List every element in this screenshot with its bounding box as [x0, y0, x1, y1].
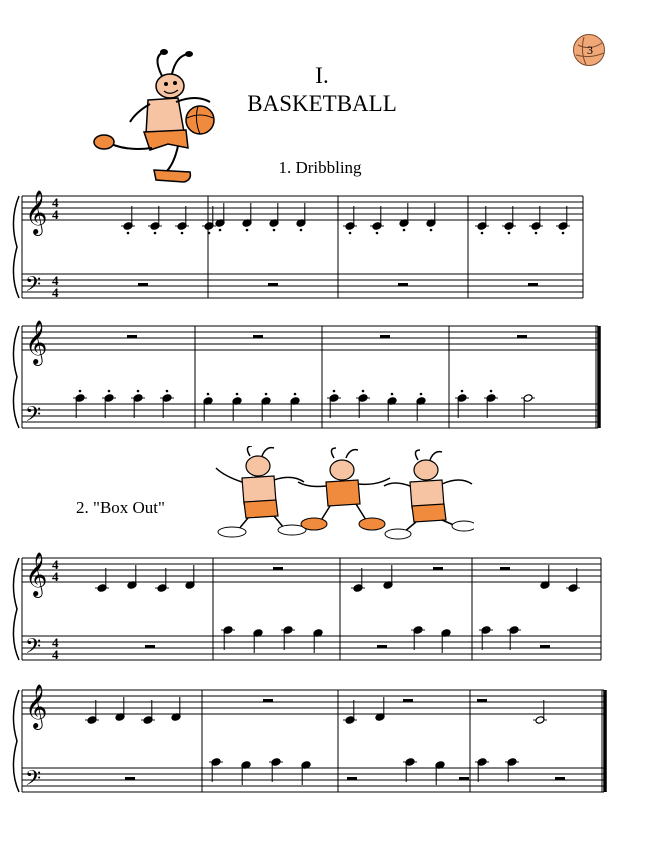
staccato-dot [535, 232, 538, 235]
quarter-note [351, 568, 365, 592]
staccato-dot [246, 229, 249, 232]
quarter-note [281, 626, 295, 650]
quarter-note [387, 393, 397, 421]
staccato-dot [166, 390, 169, 393]
page-number: 3 [587, 43, 593, 57]
quarter-note [416, 393, 426, 421]
time-signature-top: 4 [52, 557, 59, 572]
quarter-note [85, 700, 99, 724]
quarter-note [313, 629, 323, 653]
quarter-note [171, 697, 181, 721]
treble-clef: 𝄞 [25, 320, 48, 364]
staccato-dot [420, 393, 423, 396]
whole-rest [253, 335, 263, 338]
treble-staff [22, 320, 598, 366]
staccato-dot [461, 390, 464, 393]
staccato-dot [137, 390, 140, 393]
quarter-note [403, 758, 417, 782]
whole-rest [398, 283, 408, 286]
piece-title-dribbling: 1. Dribbling [278, 158, 362, 177]
quarter-note [479, 626, 493, 650]
quarter-note [475, 758, 489, 782]
bass-clef: 𝄢 [25, 634, 42, 663]
quarter-note [507, 626, 521, 650]
grand-staff-brace [13, 690, 19, 792]
whole-rest [145, 645, 155, 648]
treble-clef: 𝄞 [25, 190, 48, 234]
staccato-dot [127, 232, 130, 235]
quarter-note [296, 203, 306, 231]
quarter-note [115, 697, 125, 721]
whole-rest [347, 777, 357, 780]
time-signature-bottom: 4 [52, 647, 59, 662]
quarter-note [375, 697, 385, 721]
staccato-dot [333, 390, 336, 393]
quarter-note [435, 761, 445, 785]
whole-rest [377, 645, 387, 648]
quarter-note [269, 203, 279, 231]
quarter-note [540, 565, 550, 589]
bass-staff [22, 402, 598, 431]
quarter-note [566, 568, 580, 592]
treble-staff [22, 190, 583, 236]
grand-staff-brace [13, 196, 19, 298]
section-title: BASKETBALL [247, 91, 397, 116]
quarter-note [242, 203, 252, 231]
whole-rest [433, 567, 443, 570]
quarter-note [232, 393, 242, 421]
staccato-dot [403, 229, 406, 232]
staccato-dot [349, 232, 352, 235]
time-signature-top: 4 [52, 273, 59, 288]
bass-clef: 𝄢 [25, 766, 42, 795]
quarter-note [399, 203, 409, 231]
whole-rest [380, 335, 390, 338]
quarter-note [241, 761, 251, 785]
quarter-note [301, 761, 311, 785]
quarter-note [127, 565, 137, 589]
staccato-dot [181, 232, 184, 235]
staccato-dot [207, 393, 210, 396]
whole-rest [127, 335, 137, 338]
quarter-note [141, 700, 155, 724]
whole-rest [459, 777, 469, 780]
grand-staff-brace [13, 326, 19, 428]
quarter-note [155, 568, 169, 592]
treble-clef: 𝄞 [25, 552, 48, 596]
quarter-note [209, 758, 223, 782]
whole-rest [138, 283, 148, 286]
quarter-note [290, 393, 300, 421]
whole-rest [477, 699, 487, 702]
staccato-dot [300, 229, 303, 232]
whole-rest [540, 645, 550, 648]
treble-staff [22, 552, 601, 598]
whole-rest [268, 283, 278, 286]
half-note [533, 700, 547, 724]
treble-staff [22, 684, 604, 730]
time-signature-top: 4 [52, 195, 59, 210]
time-signature-bottom: 4 [52, 207, 59, 222]
time-signature-top: 4 [52, 635, 59, 650]
quarter-note [269, 758, 283, 782]
whole-rest [403, 699, 413, 702]
staccato-dot [562, 232, 565, 235]
staccato-dot [219, 229, 222, 232]
bass-staff [22, 272, 583, 301]
quarter-note [441, 629, 451, 653]
time-signature-bottom: 4 [52, 285, 59, 300]
quarter-note [383, 565, 393, 589]
staccato-dot [79, 390, 82, 393]
quarter-note [185, 565, 195, 589]
staccato-dot [362, 390, 365, 393]
bass-staff [22, 634, 601, 663]
piece-title-box-out: 2. "Box Out" [76, 498, 165, 517]
section-numeral: I. [315, 63, 329, 88]
grand-staff-brace [13, 558, 19, 660]
whole-rest [555, 777, 565, 780]
staccato-dot [508, 232, 511, 235]
time-signature-bottom: 4 [52, 569, 59, 584]
staccato-dot [376, 232, 379, 235]
quarter-note [261, 393, 271, 421]
bass-clef: 𝄢 [25, 272, 42, 301]
quarter-note [221, 626, 235, 650]
quarter-note [411, 626, 425, 650]
staccato-dot [294, 393, 297, 396]
quarter-note [505, 758, 519, 782]
staccato-dot [108, 390, 111, 393]
quarter-note [253, 629, 263, 653]
bass-clef: 𝄢 [25, 402, 42, 431]
quarter-note [426, 203, 436, 231]
staccato-dot [430, 229, 433, 232]
quarter-note [343, 700, 357, 724]
staccato-dot [265, 393, 268, 396]
staccato-dot [273, 229, 276, 232]
whole-rest [263, 699, 273, 702]
whole-rest [125, 777, 135, 780]
staccato-dot [208, 232, 211, 235]
staccato-dot [391, 393, 394, 396]
staccato-dot [481, 232, 484, 235]
whole-rest [528, 283, 538, 286]
quarter-note [203, 393, 213, 421]
bass-staff [22, 766, 604, 795]
quarter-note [215, 203, 225, 231]
whole-rest [273, 567, 283, 570]
half-note [521, 394, 535, 418]
treble-clef: 𝄞 [25, 684, 48, 728]
staccato-dot [490, 390, 493, 393]
staccato-dot [236, 393, 239, 396]
whole-rest [517, 335, 527, 338]
staccato-dot [154, 232, 157, 235]
quarter-note [95, 568, 109, 592]
whole-rest [500, 567, 510, 570]
